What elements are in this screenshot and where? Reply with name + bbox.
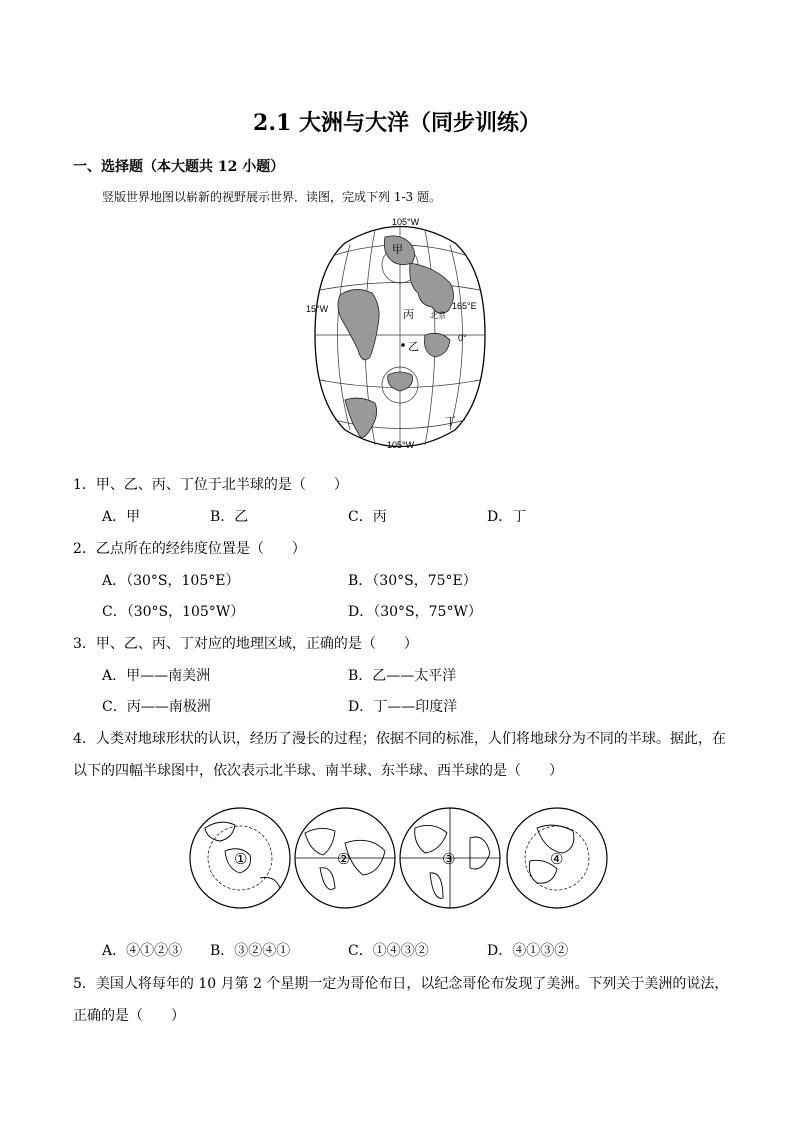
section-heading: 一、选择题（本大题共 12 小题） [73,159,285,175]
question-2-stem: 2．乙点所在的经纬度位置是（ ） [73,541,306,557]
label-right-lon: 165°E [452,301,477,311]
question-4-stem-line1: 4．人类对地球形状的认识，经历了漫长的过程；依据不同的标准，人们将地球分为不同的半球。据此，在 [73,731,726,747]
q4-option-b[interactable]: B．③②④① [210,943,291,959]
question-5-stem-line1: 5．美国人将每年的 10 月第 2 个星期一定为哥伦布日，以纪念哥伦布发现了美洲。下列关于美洲的说法， [73,976,729,992]
intro-text: 竖版世界地图以崭新的视野展示世界．读图，完成下列 1-3 题。 [102,190,441,204]
label-yi: 乙 [408,340,419,353]
q2-option-c[interactable]: C．（30°S，105°W） [102,604,245,620]
q3-option-d[interactable]: D．丁——印度洋 [348,699,458,715]
label-jia: 甲 [392,243,403,256]
q3-option-c[interactable]: C．丙——南极洲 [102,699,211,715]
hemisphere-figures [185,803,615,913]
question-3-stem: 3．甲、乙、丙、丁对应的地理区域，正确的是（ ） [73,636,418,652]
q4-option-d[interactable]: D．④①③② [487,943,569,959]
q4-option-c[interactable]: C．①④③② [348,943,429,959]
vertical-world-map [300,215,500,460]
q2-option-b[interactable]: B．（30°S，75°E） [348,573,477,589]
q3-option-b[interactable]: B．乙——太平洋 [348,668,457,684]
q2-option-d[interactable]: D．（30°S，75°W） [348,604,482,620]
globe-label-4: ④ [550,850,564,868]
hemisphere-diagram [185,803,615,913]
world-map-figure [300,215,500,460]
question-5-stem-line2: 正确的是（ ） [73,1008,185,1024]
q4-option-a[interactable]: A．④①②③ [102,943,183,959]
q2-option-a[interactable]: A．（30°S，105°E） [102,573,240,589]
question-4-stem-line2: 以下的四幅半球图中，依次表示北半球、南半球、东半球、西半球的是（ ） [73,763,563,779]
q1-option-d[interactable]: D．丁 [487,509,527,525]
label-bing: 丙 [403,308,414,321]
label-equator: 0° [458,333,467,343]
question-1-stem: 1．甲、乙、丙、丁位于北半球的是（ ） [73,477,348,493]
label-bottom-lon: 105°W [387,440,415,450]
page-title: 2.1 大洲与大洋（同步训练） [253,110,541,136]
q1-option-c[interactable]: C．丙 [348,509,387,525]
label-left-lon: 15°W [306,304,329,314]
label-top-lon: 105°W [392,217,420,227]
globe-label-1: ① [234,850,248,868]
globe-label-3: ③ [442,850,456,868]
label-beijing: 北京 [430,311,446,320]
q1-option-a[interactable]: A．甲 [102,509,141,525]
label-ding: 丁 [445,415,456,428]
q1-option-b[interactable]: B．乙 [210,509,249,525]
globe-label-2: ② [337,850,351,868]
q3-option-a[interactable]: A．甲——南美洲 [102,668,211,684]
